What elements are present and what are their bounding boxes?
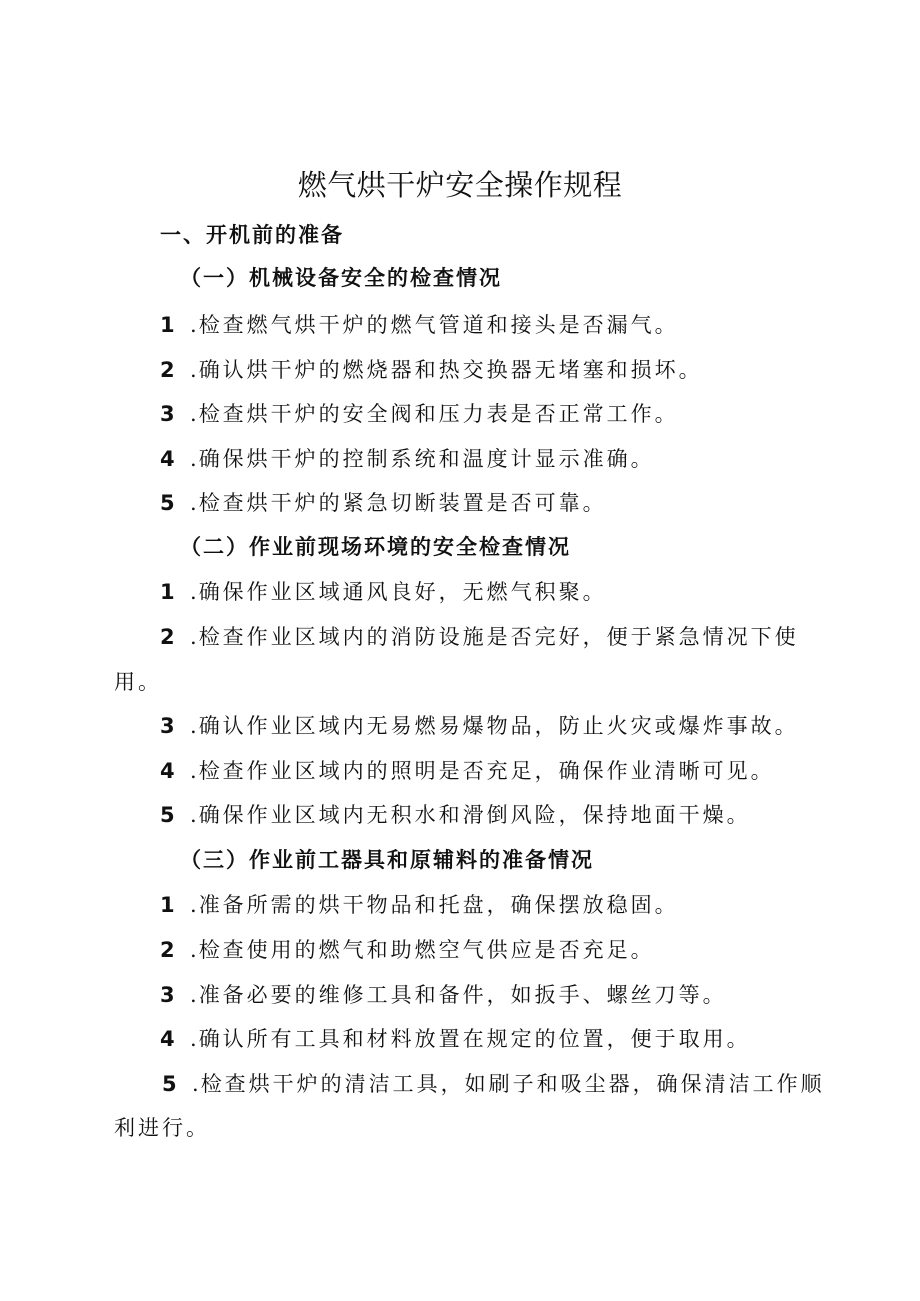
item-text: 确保烘干炉的控制系统和温度计显示准确。 <box>198 447 655 471</box>
item-text: 检查燃气烘干炉的燃气管道和接头是否漏气。 <box>198 313 679 337</box>
item-text: 确认作业区域内无易燃易爆物品，防止火灾或爆炸事故。 <box>198 714 799 738</box>
item-number: 1 <box>160 313 175 337</box>
document-title: 燃气烘干炉安全操作规程 <box>297 168 623 202</box>
item-text: 检查烘干炉的清洁工具，如刷子和吸尘器，确保清洁工作顺 <box>200 1072 825 1096</box>
subsection-heading-3: （三）作业前工器具和原辅料的准备情况 <box>180 848 594 872</box>
item-text: 准备必要的维修工具和备件，如扳手、螺丝刀等。 <box>198 983 727 1007</box>
item-number: 2 <box>160 938 175 962</box>
list-item: 5 .确保作业区域内无积水和滑倒风险，保持地面干燥。 <box>160 803 751 827</box>
list-item: 3 .检查烘干炉的安全阀和压力表是否正常工作。 <box>160 402 679 426</box>
item-text: 检查作业区域内的照明是否充足，确保作业清晰可见。 <box>198 759 775 783</box>
list-item-continuation: 用。 <box>114 670 162 694</box>
item-text: 确认烘干炉的燃烧器和热交换器无堵塞和损坏。 <box>198 358 703 382</box>
section-heading: 一、开机前的准备 <box>160 223 344 247</box>
item-number: 5 <box>160 491 175 515</box>
list-item: 1 .准备所需的烘干物品和托盘，确保摆放稳固。 <box>160 893 679 917</box>
item-text: 确保作业区域通风良好，无燃气积聚。 <box>198 580 607 604</box>
item-text: 确保作业区域内无积水和滑倒风险，保持地面干燥。 <box>198 803 751 827</box>
item-text: 准备所需的烘干物品和托盘，确保摆放稳固。 <box>198 893 679 917</box>
list-item: 4 .检查作业区域内的照明是否充足，确保作业清晰可见。 <box>160 759 775 783</box>
item-text: 检查作业区域内的消防设施是否完好，便于紧急情况下使 <box>198 625 799 649</box>
list-item: 1 .检查燃气烘干炉的燃气管道和接头是否漏气。 <box>160 313 679 337</box>
item-number: 4 <box>160 447 175 471</box>
item-text: 确认所有工具和材料放置在规定的位置，便于取用。 <box>198 1027 751 1051</box>
item-number: 3 <box>160 714 175 738</box>
list-item: 4 .确认所有工具和材料放置在规定的位置，便于取用。 <box>160 1027 751 1051</box>
item-number: 1 <box>160 580 175 604</box>
item-number: 5 <box>160 803 175 827</box>
list-item: 1 .确保作业区域通风良好，无燃气积聚。 <box>160 580 607 604</box>
item-number: 4 <box>160 759 175 783</box>
list-item: 2 .检查使用的燃气和助燃空气供应是否充足。 <box>160 938 655 962</box>
item-number: 5 <box>162 1072 177 1096</box>
list-item: 3 .确认作业区域内无易燃易爆物品，防止火灾或爆炸事故。 <box>160 714 799 738</box>
item-number: 3 <box>160 402 175 426</box>
item-number: 2 <box>160 625 175 649</box>
subsection-heading-1: （一）机械设备安全的检查情况 <box>180 266 502 290</box>
item-number: 3 <box>160 983 175 1007</box>
item-number: 2 <box>160 358 175 382</box>
list-item: 5 .检查烘干炉的紧急切断装置是否可靠。 <box>160 491 607 515</box>
list-item: 2 .检查作业区域内的消防设施是否完好，便于紧急情况下使 <box>160 625 799 649</box>
list-item: 2 .确认烘干炉的燃烧器和热交换器无堵塞和损坏。 <box>160 358 703 382</box>
item-text: 检查烘干炉的安全阀和压力表是否正常工作。 <box>198 402 679 426</box>
list-item: 5 .检查烘干炉的清洁工具，如刷子和吸尘器，确保清洁工作顺 <box>162 1072 825 1096</box>
subsection-heading-2: （二）作业前现场环境的安全检查情况 <box>180 535 571 559</box>
list-item: 3 .准备必要的维修工具和备件，如扳手、螺丝刀等。 <box>160 983 727 1007</box>
item-number: 1 <box>160 893 175 917</box>
item-text: 检查使用的燃气和助燃空气供应是否充足。 <box>198 938 655 962</box>
list-item-continuation: 利进行。 <box>114 1116 210 1140</box>
list-item: 4 .确保烘干炉的控制系统和温度计显示准确。 <box>160 447 655 471</box>
item-text: 检查烘干炉的紧急切断装置是否可靠。 <box>198 491 607 515</box>
item-number: 4 <box>160 1027 175 1051</box>
